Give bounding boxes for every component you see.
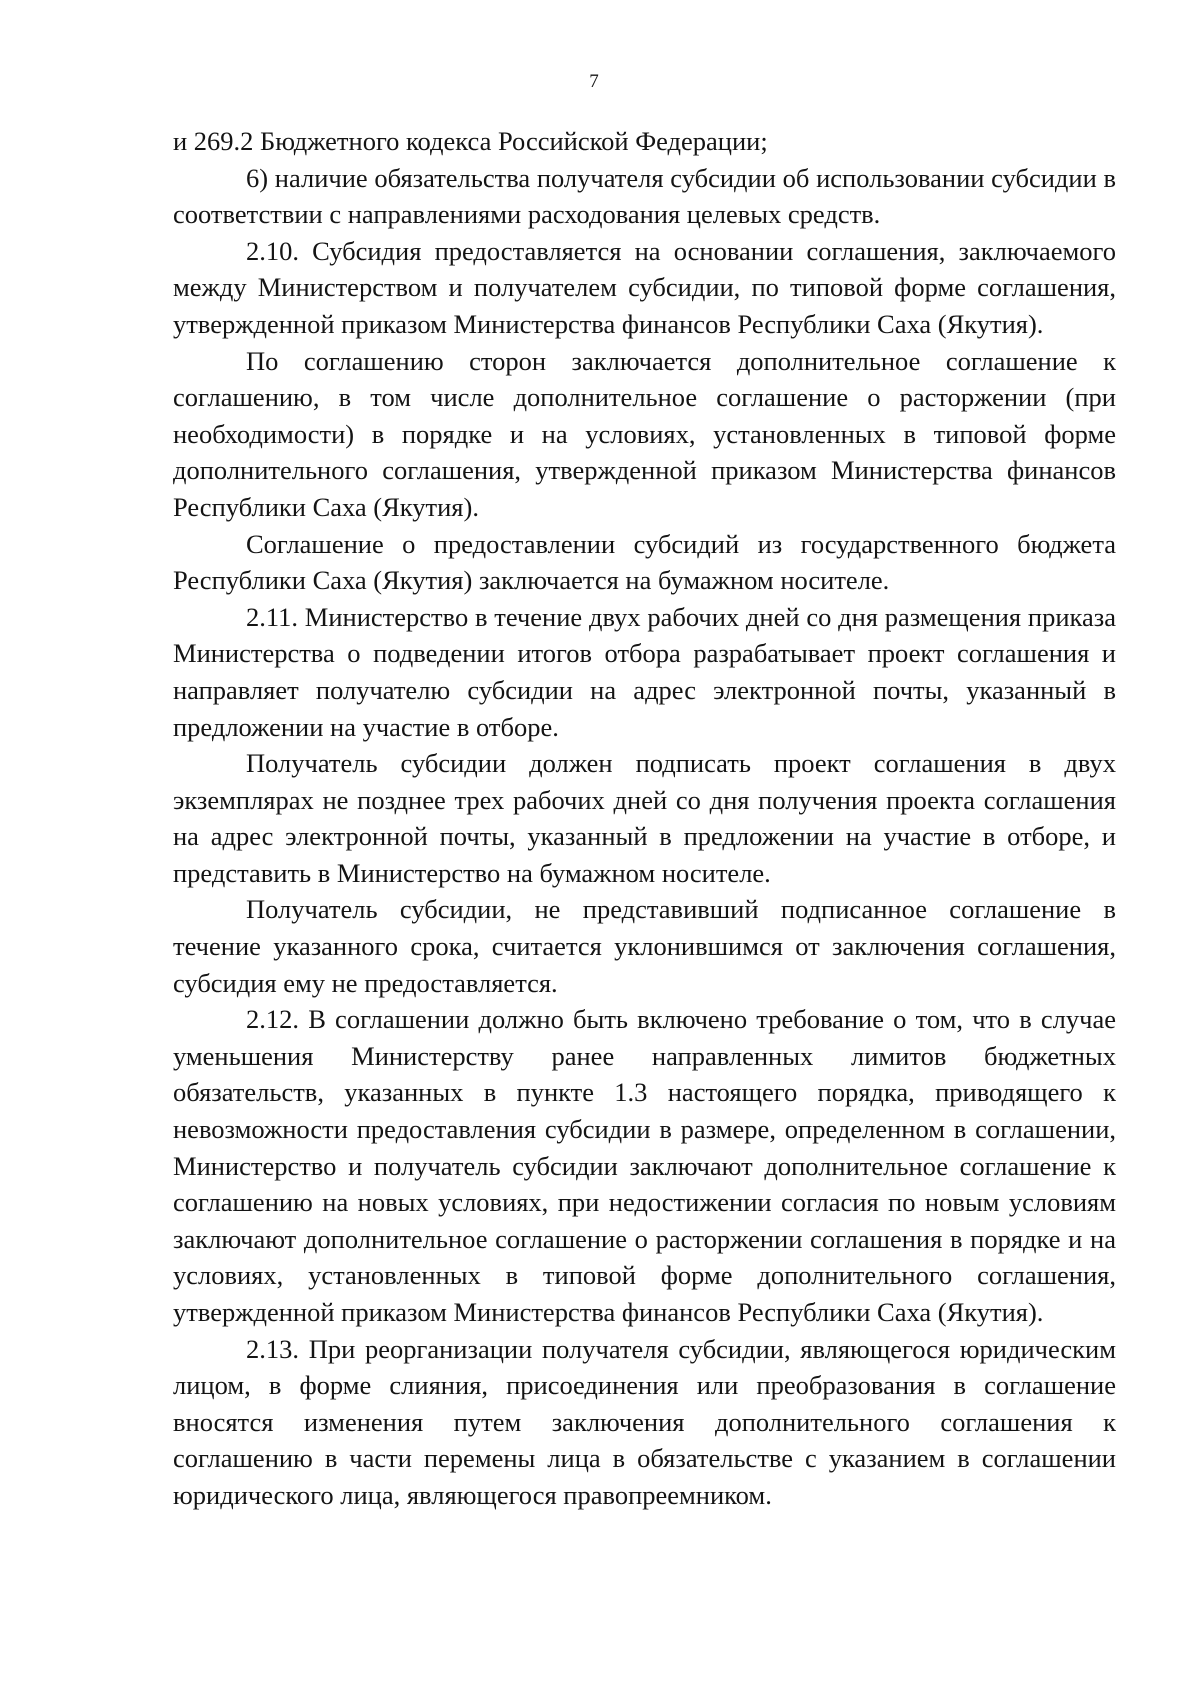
paragraph: и 269.2 Бюджетного кодекса Российской Федерации; [173,126,768,156]
paragraph: По соглашению сторон заключается дополнительное соглашение к соглашению, в том числе дополнительное соглашение о расторжении (при необходимости) в порядке и на условиях, установленных в типовой форме дополнительного соглашения, утвержденной приказом Министерства финансов Республики Саха (Якутия). [173,345,1116,522]
paragraph: 6) наличие обязательства получателя субсидии об использовании субсидии в соответствии с направлениями расходования целевых средств. [173,162,1116,230]
document-body [173,123,1116,1514]
paragraph: Соглашение о предоставлении субсидий из государственного бюджета Республики Саха (Якутия) заключается на бумажном носителе. [173,528,1116,596]
paragraph: Получатель субсидии должен подписать проект соглашения в двух экземплярах не позднее трех рабочих дней со дня получения проекта соглашения на адрес электронной почты, указанный в предложении на участие в отборе, и представить в Министерство на бумажном носителе. [173,748,1116,888]
page-number: 7 [589,71,599,92]
paragraph: 2.13. При реорганизации получателя субсидии, являющегося юридическим лицом, в форме слияния, присоединения или преобразования в соглашение вносятся изменения путем заключения дополнительного соглашения к соглашению в части перемены лица в обязательстве с указанием в соглашении юридического лица, являющегося правопреемником. [173,1333,1116,1510]
paragraph: 2.10. Субсидия предоставляется на основании соглашения, заключаемого между Министерством и получателем субсидии, по типовой форме соглашения, утвержденной приказом Министерства финансов Республики Саха (Якутия). [173,235,1116,339]
paragraph: Получатель субсидии, не представивший подписанное соглашение в течение указанного срока, считается уклонившимся от заключения соглашения, субсидия ему не предоставляется. [173,894,1116,998]
paragraph: 2.11. Министерство в течение двух рабочих дней со дня размещения приказа Министерства о подведении итогов отбора разрабатывает проект соглашения и направляет получателю субсидии на адрес электронной почты, указанный в предложении на участие в отборе. [173,601,1116,742]
paragraph: 2.12. В соглашении должно быть включено требование о том, что в случае уменьшения Министерству ранее направленных лимитов бюджетных обязательств, указанных в пункте 1.3 настоящего порядка, приводящего к невозможности предоставления субсидии в размере, определенном в соглашении, Министерство и получатель субсидии заключают дополнительное соглашение к соглашению на новых условиях, при недостижении согласия по новым условиям заключают дополнительное соглашение о расторжении соглашения в порядке и на условиях, установленных в типовой форме дополнительного соглашения, утвержденной приказом Министерства финансов Республики Саха (Якутия). [173,1004,1116,1327]
